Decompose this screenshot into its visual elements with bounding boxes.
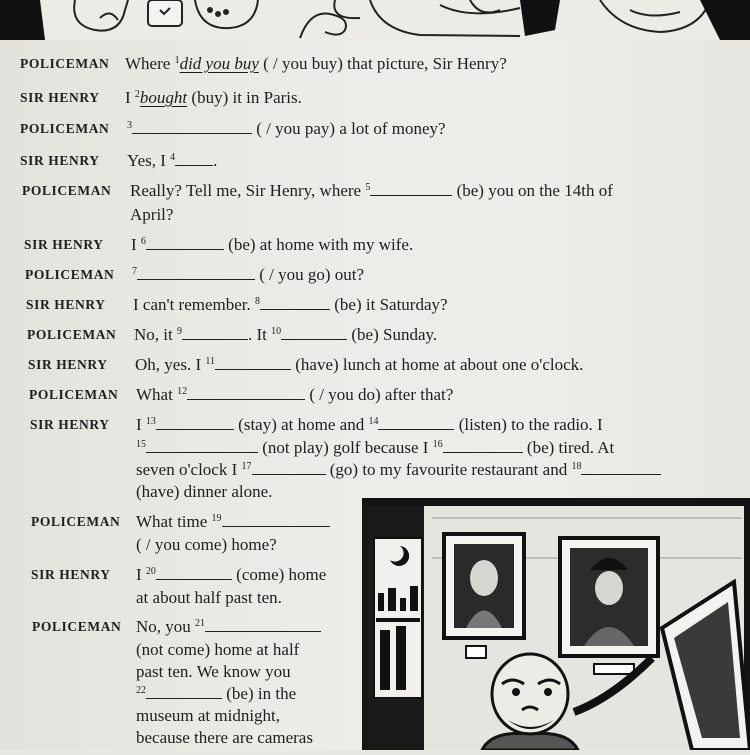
speaker-label: POLICEMAN (22, 183, 112, 198)
line-text: I $^{13}$ (stay) at home and $^{14}$ (listen) to the radio. I (136, 415, 603, 434)
line-text: Really? Tell me, Sir Henry, where $^5$ (be) you on the 14th of (130, 181, 613, 200)
line-text: I $^6$ (be) at home with my wife. (131, 235, 414, 254)
line-text: I $^{20}$ (come) home (136, 565, 327, 584)
speaker-label: POLICEMAN (20, 121, 110, 136)
blank-9[interactable] (182, 324, 248, 340)
blank-21[interactable] (205, 616, 321, 632)
answer-2: bought (139, 88, 188, 107)
line-text: No, you $^{21}$ (136, 616, 321, 638)
blank-8[interactable] (260, 294, 330, 310)
speaker-label: SIR HENRY (31, 567, 111, 582)
line-text: $^7$ ( / you go) out? (132, 265, 365, 284)
blank-16[interactable] (443, 437, 523, 453)
speaker-label: POLICEMAN (20, 56, 110, 71)
speaker-label: SIR HENRY (30, 417, 110, 432)
blank-10[interactable] (281, 324, 347, 340)
blank-14[interactable] (378, 414, 454, 430)
line-text: I can't remember. $^8$ (be) it Saturday? (133, 295, 448, 314)
blank-18[interactable] (581, 459, 661, 475)
blank-4[interactable] (175, 150, 213, 166)
blank-20[interactable] (156, 564, 232, 580)
blank-17[interactable] (252, 459, 326, 475)
speaker-label: SIR HENRY (24, 237, 104, 252)
blank-15[interactable] (146, 437, 258, 453)
top-cartoon-illustration (0, 0, 750, 43)
line-text: What $^{12}$ ( / you do) after that? (136, 385, 454, 404)
speaker-label: SIR HENRY (20, 153, 100, 168)
speaker-label: SIR HENRY (26, 297, 106, 312)
speaker-label: POLICEMAN (27, 327, 117, 342)
line-text: Where $^1$did you buy ( / you buy) that picture, Sir Henry? (125, 54, 507, 73)
museum-cartoon-illustration (362, 498, 750, 750)
line-text: I $^2$bought (buy) it in Paris. (125, 88, 302, 107)
blank-3[interactable] (132, 118, 252, 134)
speaker-label: SIR HENRY (28, 357, 108, 372)
line-text: Yes, I $^4$ . (127, 151, 218, 170)
speaker-label: POLICEMAN (25, 267, 115, 282)
line-text: What time $^{19}$ (136, 511, 330, 533)
blank-11[interactable] (215, 354, 291, 370)
blank-6[interactable] (146, 234, 224, 250)
blank-7[interactable] (137, 264, 255, 280)
line-text: No, it $^9$ . It $^{10}$ (be) Sunday. (134, 325, 438, 344)
blank-13[interactable] (156, 414, 234, 430)
answer-1: did you buy (179, 54, 259, 73)
blank-19[interactable] (222, 511, 330, 527)
line-text: Oh, yes. I $^{11}$ (have) lunch at home at about one o'clock. (135, 355, 584, 374)
blank-22[interactable] (146, 683, 222, 699)
speaker-label: POLICEMAN (29, 387, 119, 402)
line-text: $^3$ ( / you pay) a lot of money? (127, 119, 446, 138)
speaker-label: SIR HENRY (20, 90, 100, 105)
speaker-label: POLICEMAN (31, 514, 121, 529)
speaker-label: POLICEMAN (32, 619, 122, 634)
blank-12[interactable] (187, 384, 305, 400)
blank-5[interactable] (370, 180, 452, 196)
